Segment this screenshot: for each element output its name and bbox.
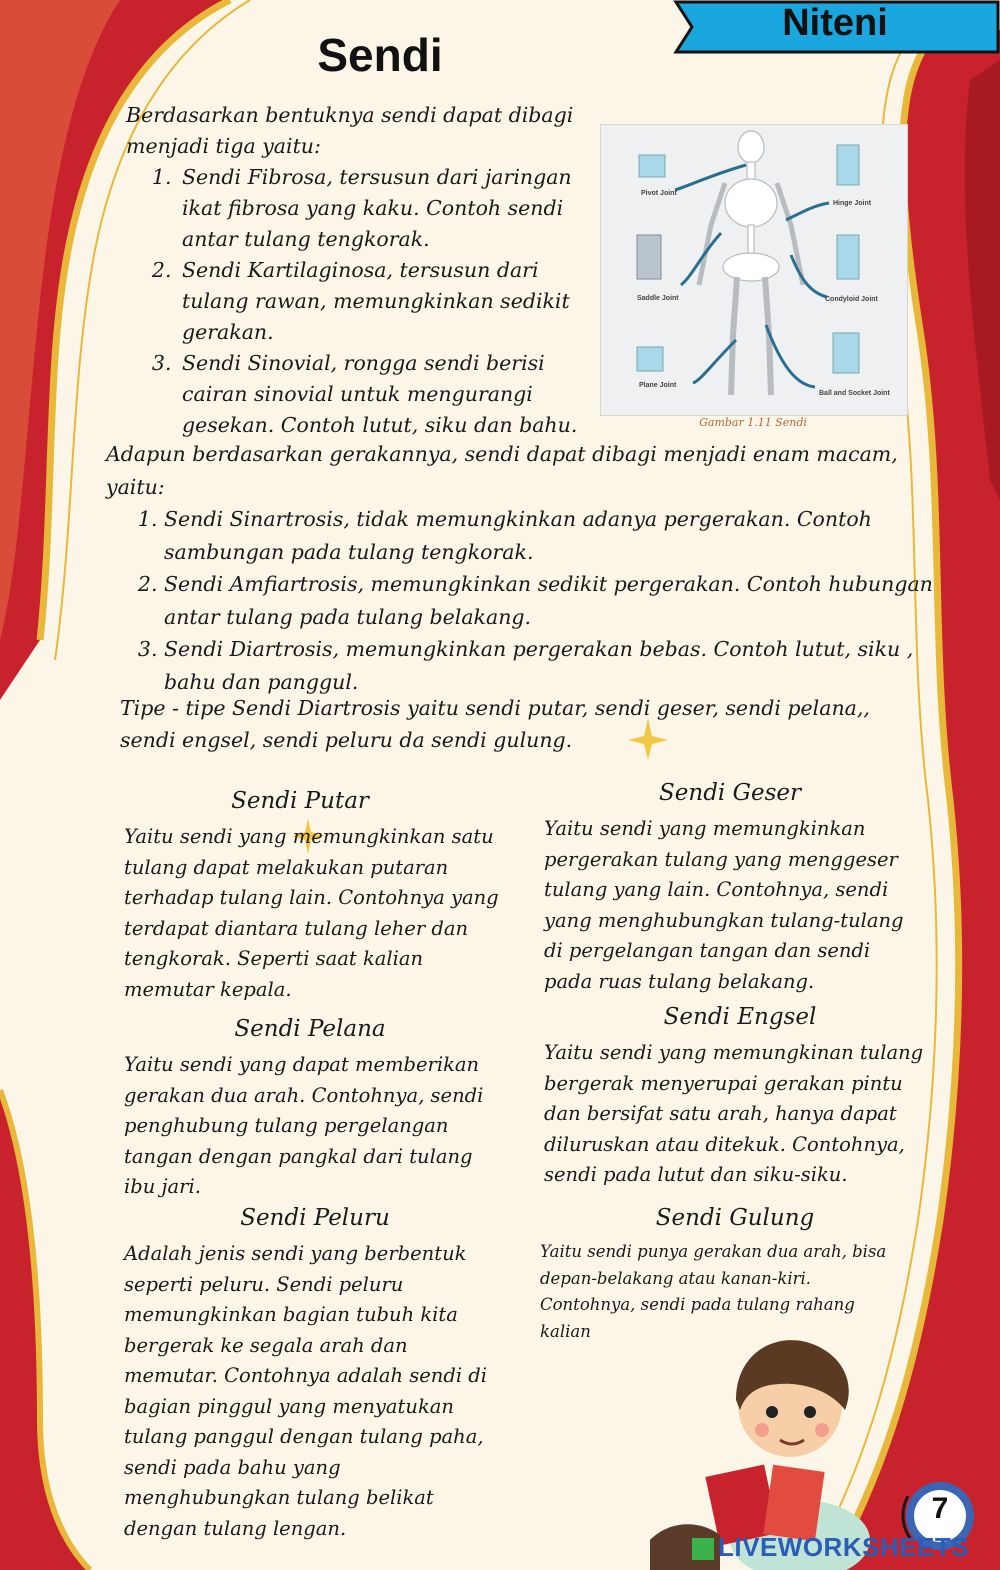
sendi-pelana-text: Yaitu sendi yang dapat memberikan gerakan dua arah. Contohnya, sendi penghubung tulang pergelangan tangan dengan pangkal dari tulang ibu jari. <box>124 1053 484 1198</box>
section-tag: Niteni <box>782 2 888 44</box>
list-item: 2. Sendi Kartilaginosa, tersusun dari tulang rawan, memungkinkan sedikit gerakan. <box>178 255 596 348</box>
intro-list <box>126 162 596 441</box>
joint-label: Saddle Joint <box>637 295 679 302</box>
sendi-putar-title: Sendi Putar <box>231 788 369 814</box>
brand-icon <box>692 1538 714 1560</box>
sendi-engsel-text: Yaitu sendi yang memungkinan tulang bergerak menyerupai gerakan pintu dan bersifat satu arah, hanya dapat diluruskan atau ditekuk. Contohnya, sendi pada lutut dan siku-siku. <box>544 1041 924 1186</box>
joint-label: Plane Joint <box>639 382 677 389</box>
intro-section <box>126 100 596 441</box>
list-item: 3. Sendi Diartrosis, memungkinkan pergerakan bebas. Contoh lutut, siku , bahu dan panggul. <box>164 633 936 698</box>
joint-label: Ball and Socket Joint <box>819 390 890 397</box>
sendi-geser-text: Yaitu sendi yang memungkinkan pergerakan tulang yang menggeser tulang yang lain. Contohnya, sendi yang menghubungkan tulang-tulang di pergelangan tangan dan sendi pada ruas tulang belakang. <box>544 817 904 993</box>
list-item: 1. Sendi Sinartrosis, tidak memungkinkan adanya pergerakan. Contoh sambungan pada tulang tengkorak. <box>164 503 936 568</box>
joint-label: Pivot Joint <box>641 190 677 197</box>
list-item: 3. Sendi Sinovial, rongga sendi berisi cairan sinovial untuk mengurangi gesekan. Contoh lutut, siku dan bahu. <box>178 348 596 441</box>
sendi-engsel-title: Sendi Engsel <box>663 1004 817 1030</box>
skeleton-joints-image <box>600 124 908 416</box>
sendi-pelana-title: Sendi Pelana <box>234 1016 386 1042</box>
sendi-geser-title: Sendi Geser <box>659 780 801 806</box>
brand-label: LIVEWORKSHEETS <box>718 1532 970 1562</box>
joint-label: Hinge Joint <box>833 200 872 207</box>
movement-lead: Adapun berdasarkan gerakannya, sendi dapat dibagi menjadi enam macam, yaitu: <box>106 442 898 499</box>
list-item: 1. Sendi Fibrosa, tersusun dari jaringan ikat fibrosa yang kaku. Contoh sendi antar tulang tengkorak. <box>178 162 596 255</box>
sendi-gulung-title: Sendi Gulung <box>655 1205 815 1231</box>
sendi-putar-text: Yaitu sendi yang memungkinkan satu tulang dapat melakukan putaran terhadap tulang lain. Contohnya yang terdapat diantara tulang leher dan tengkorak. Seperti saat kalian memutar kepala. <box>124 825 499 1001</box>
joint-label: Condyloid Joint <box>825 296 878 303</box>
list-item: 2. Sendi Amfiartrosis, memungkinkan sedikit pergerakan. Contoh hubungan antar tulang pada tulang belakang. <box>164 568 936 633</box>
sendi-gulung-text: Yaitu sendi punya gerakan dua arah, bisa depan-belakang atau kanan-kiri. Contohnya, sendi pada tulang rahang kalian <box>540 1242 887 1341</box>
liveworksheets-logo[interactable] <box>692 1532 992 1562</box>
intro-lead: Berdasarkan bentuknya sendi dapat dibagi menjadi tiga yaitu: <box>126 103 574 158</box>
sendi-peluru-title: Sendi Peluru <box>240 1205 390 1231</box>
page-title: Sendi <box>317 29 443 81</box>
movement-list <box>106 503 936 698</box>
movement-section <box>106 438 936 698</box>
sendi-peluru-text: Adalah jenis sendi yang berbentuk seperti peluru. Sendi peluru memungkinkan bagian tubuh kita bergerak ke segala arah dan memutar. Contohnya adalah sendi di bagian pinggul yang menyatukan tulang panggul dengan tulang paha, sendi pada bahu yang menghubungkan tulang belikat dengan tulang lengan. <box>124 1242 487 1540</box>
figure-caption: Gambar 1.11 Sendi <box>699 416 807 429</box>
diartrosis-types-paragraph: Tipe - tipe Sendi Diartrosis yaitu sendi putar, sendi geser, sendi pelana,, sendi engsel, sendi peluru da sendi gulung. <box>120 696 870 752</box>
page-number: 7 <box>931 1492 949 1525</box>
skeleton-figure <box>699 131 803 395</box>
